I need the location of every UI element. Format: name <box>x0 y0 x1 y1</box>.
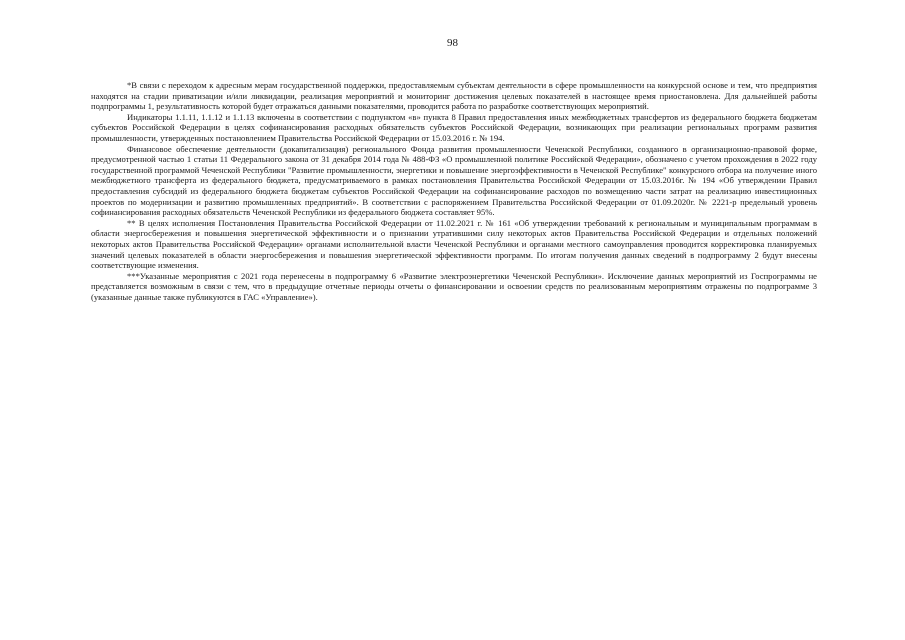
note-paragraph-5: ***Указанные мероприятия с 2021 года перенесены в подпрограмму 6 «Развитие электроэнергетики Чеченской Республики». Исключение данных мероприятий из Госпрограммы не представляется возможным в связи с тем, что в предыдущие отчетные периоды отчеты о финансировании и освоении средств по реализованным мероприятиям отражены по подпрограмме 3 (указанные данные также публикуются в ГАС «Управление»). <box>91 270 817 302</box>
note-paragraph-4: ** В целях исполнения Постановления Правительства Российской Федерации от 11.02.2021 г. № 161 «Об утверждении требований к региональным и муниципальным программам в области энергосбережения и повышения энергетической эффективности и о признании утратившими силу некоторых актов Правительства Российской Федерации и отдельных положений некоторых актов Правительства Российской Федерации» органами исполнительной власти Чеченской Республики и органами местного самоуправления проводится корректировка планируемых значений целевых показателей в области энергосбережения и повышения энергетической эффективности программ. По итогам получения данных сведений в подпрограмму 2 будут внесены соответствующие изменения. <box>91 217 817 271</box>
note-paragraph-1: *В связи с переходом к адресным мерам государственной поддержки, предоставляемым субъектам деятельности в сфере промышленности на конкурсной основе и тем, что предприятия находятся на стадии приватизации и/или ликвидации, реализация мероприятий и мониторинг достижения целевых показателей в настоящее время приостановлена. Для дальнейшей работы подпрограммы 1, результативность которой будет отражаться данными показателями, проводится работа по разработке соответствующих мероприятий. <box>91 80 817 112</box>
footnotes-block <box>91 80 817 302</box>
page-number: 98 <box>447 37 458 49</box>
note-paragraph-2: Индикаторы 1.1.11, 1.1.12 и 1.1.13 включены в соответствии с подпунктом «в» пункта 8 Правил предоставления иных межбюджетных трансфертов из федерального бюджета бюджетам субъектов Российской Федерации в целях софинансирования расходных обязательств субъектов Российской Федерации, возникающих при реализации региональных программ развития промышленности, утвержденных постановлением Правительства Российской Федерации от 15.03.2016 г. № 194. <box>91 111 817 143</box>
note-paragraph-3: Финансовое обеспечение деятельности (докапитализация) регионального Фонда развития промышленности Чеченской Республики, созданного в организационно-правовой форме, предусмотренной частью 1 статьи 11 Федерального закона от 31 декабря 2014 года № 488-ФЗ «О промышленной политике Российской Федерации», обозначено с учетом прохождения в 2022 году государственной программой Чеченской Республики "Развитие промышленности, энергетики и повышение энергоэффективности в Чеченской Республике" конкурсного отбора на получение иного межбюджетного трансферта из федерального бюджета, предусматриваемого в рамках постановления Правительства Российской Федерации от 15.03.2016г. № 194 «Об утверждении Правил предоставления субсидий из федерального бюджета бюджетам субъектов Российской Федерации на софинансирование расходов по возмещению части затрат на реализацию инвестиционных проектов по модернизации и развитию промышленных предприятий». В соответствии с распоряжением Правительства Российской Федерации от 01.09.2020г. № 2221-р предельный уровень софинансирования расходных обязательств Чеченской Республики из федерального бюджета составляет 95%. <box>91 143 817 218</box>
